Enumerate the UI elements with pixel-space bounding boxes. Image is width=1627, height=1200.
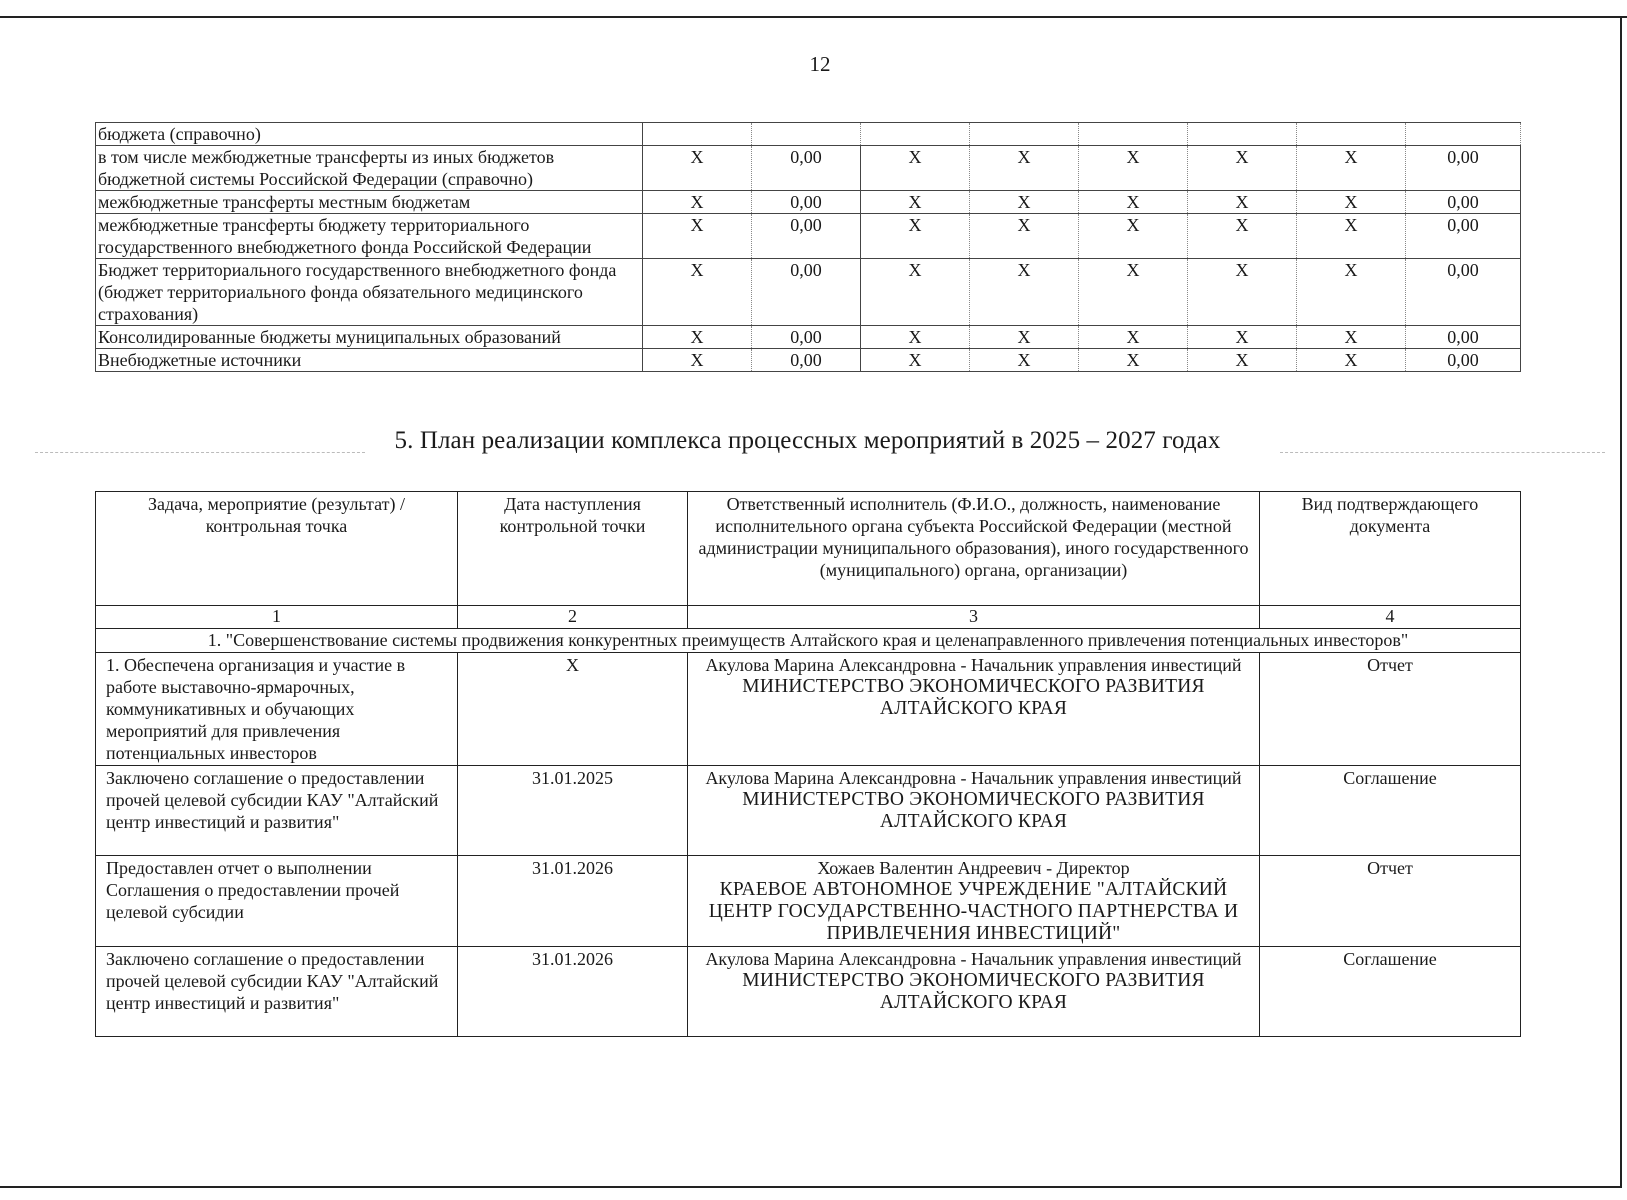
finance-cell bbox=[1188, 123, 1297, 146]
plan-responsible bbox=[688, 856, 1260, 947]
finance-cell: X bbox=[861, 146, 970, 191]
responsible-person: Акулова Марина Александровна - Начальник управления инвестиций bbox=[705, 655, 1242, 675]
finance-row-label: межбюджетные трансферты местным бюджетам bbox=[96, 191, 643, 214]
responsible-org: МИНИСТЕРСТВО ЭКОНОМИЧЕСКОГО РАЗВИТИЯ АЛТАЙСКОГО КРАЯ bbox=[742, 676, 1205, 719]
finance-row bbox=[96, 146, 1521, 191]
finance-cell: X bbox=[1079, 191, 1188, 214]
responsible-org: МИНИСТЕРСТВО ЭКОНОМИЧЕСКОГО РАЗВИТИЯ АЛТАЙСКОГО КРАЯ bbox=[742, 970, 1205, 1013]
finance-cell: X bbox=[1297, 214, 1406, 259]
finance-cell: 0,00 bbox=[752, 214, 861, 259]
task-row bbox=[96, 629, 1521, 653]
finance-cell: X bbox=[1079, 349, 1188, 372]
plan-item: Заключено соглашение о предоставлении прочей целевой субсидии КАУ "Алтайский центр инвестиций и развития" bbox=[96, 766, 458, 856]
responsible-org: КРАЕВОЕ АВТОНОМНОЕ УЧРЕЖДЕНИЕ "АЛТАЙСКИЙ ЦЕНТР ГОСУДАРСТВЕННО-ЧАСТНОГО ПАРТНЕРСТВА И ПРИВЛЕЧЕНИЯ ИНВЕСТИЦИЙ" bbox=[708, 879, 1239, 944]
finance-cell: X bbox=[970, 214, 1079, 259]
finance-row bbox=[96, 191, 1521, 214]
index-cell: 3 bbox=[688, 606, 1260, 629]
finance-cell: X bbox=[1079, 259, 1188, 326]
finance-row bbox=[96, 259, 1521, 326]
finance-cell: X bbox=[643, 259, 752, 326]
finance-row-label: бюджета (справочно) bbox=[96, 123, 643, 146]
finance-cell: X bbox=[1079, 326, 1188, 349]
finance-row-label: Бюджет территориального государственного внебюджетного фонда (бюджет территориального фонда обязательного медицинского страхования) bbox=[96, 259, 643, 326]
plan-item: Заключено соглашение о предоставлении прочей целевой субсидии КАУ "Алтайский центр инвестиций и развития" bbox=[96, 947, 458, 1037]
plan-index-row bbox=[96, 606, 1521, 629]
plan-row bbox=[96, 947, 1521, 1037]
finance-cell: X bbox=[861, 326, 970, 349]
finance-cell: X bbox=[1079, 146, 1188, 191]
finance-cell bbox=[643, 123, 752, 146]
finance-cell: X bbox=[1188, 191, 1297, 214]
finance-cell: 0,00 bbox=[752, 146, 861, 191]
plan-date: 31.01.2026 bbox=[458, 856, 688, 947]
header-date: Дата наступления контрольной точки bbox=[458, 492, 688, 606]
finance-cell: X bbox=[643, 214, 752, 259]
plan-responsible bbox=[688, 947, 1260, 1037]
finance-cell bbox=[752, 123, 861, 146]
finance-table-body bbox=[96, 123, 1521, 372]
finance-row-label: в том числе межбюджетные трансферты из иных бюджетов бюджетной системы Российской Федерации (справочно) bbox=[96, 146, 643, 191]
finance-cell bbox=[1297, 123, 1406, 146]
finance-row-label: Консолидированные бюджеты муниципальных образований bbox=[96, 326, 643, 349]
page-number: 12 bbox=[809, 52, 831, 76]
finance-row bbox=[96, 326, 1521, 349]
finance-cell: X bbox=[970, 191, 1079, 214]
plan-header-row bbox=[96, 492, 1521, 606]
finance-cell: X bbox=[643, 326, 752, 349]
task-title: 1. "Совершенствование системы продвижения конкурентных преимуществ Алтайского края и целенаправленного привлечения потенциальных инвесторов" bbox=[96, 629, 1521, 653]
finance-cell: X bbox=[861, 214, 970, 259]
plan-date: X bbox=[458, 653, 688, 766]
finance-cell: X bbox=[1297, 191, 1406, 214]
responsible-org: МИНИСТЕРСТВО ЭКОНОМИЧЕСКОГО РАЗВИТИЯ АЛТАЙСКОГО КРАЯ bbox=[742, 789, 1205, 832]
plan-document: Отчет bbox=[1260, 856, 1521, 947]
plan-document: Отчет bbox=[1260, 653, 1521, 766]
finance-cell: X bbox=[643, 349, 752, 372]
finance-row bbox=[96, 123, 1521, 146]
finance-cell: 0,00 bbox=[752, 349, 861, 372]
page-frame-right bbox=[1620, 16, 1622, 1188]
section-title: 5. План реализации комплекса процессных мероприятий в 2025 – 2027 годах bbox=[394, 427, 1221, 454]
finance-cell: X bbox=[970, 259, 1079, 326]
responsible-person: Акулова Марина Александровна - Начальник управления инвестиций bbox=[705, 768, 1242, 788]
plan-row bbox=[96, 653, 1521, 766]
responsible-person: Хожаев Валентин Андреевич - Директор bbox=[817, 858, 1130, 878]
plan-date: 31.01.2026 bbox=[458, 947, 688, 1037]
finance-cell: X bbox=[643, 146, 752, 191]
index-cell: 2 bbox=[458, 606, 688, 629]
finance-cell bbox=[970, 123, 1079, 146]
finance-cell bbox=[1079, 123, 1188, 146]
finance-cell: 0,00 bbox=[752, 191, 861, 214]
finance-table bbox=[95, 122, 1521, 372]
plan-table bbox=[95, 491, 1521, 1037]
plan-date: 31.01.2025 bbox=[458, 766, 688, 856]
plan-row bbox=[96, 856, 1521, 947]
finance-cell: X bbox=[1188, 259, 1297, 326]
finance-cell: X bbox=[1297, 349, 1406, 372]
finance-cell: 0,00 bbox=[1406, 259, 1521, 326]
finance-row-label: межбюджетные трансферты бюджету территориального государственного внебюджетного фонда Российской Федерации bbox=[96, 214, 643, 259]
finance-cell: 0,00 bbox=[1406, 326, 1521, 349]
finance-cell: 0,00 bbox=[752, 326, 861, 349]
finance-cell bbox=[861, 123, 970, 146]
header-responsible: Ответственный исполнитель (Ф.И.О., должность, наименование исполнительного органа субъекта Российской Федерации (местной администрации муниципального образования), иного государственного (муниципального) органа, организации) bbox=[688, 492, 1260, 606]
finance-cell: 0,00 bbox=[1406, 191, 1521, 214]
plan-document: Соглашение bbox=[1260, 766, 1521, 856]
finance-cell: 0,00 bbox=[1406, 146, 1521, 191]
finance-cell bbox=[1406, 123, 1521, 146]
finance-cell: 0,00 bbox=[1406, 349, 1521, 372]
page-frame-top bbox=[0, 16, 1627, 18]
finance-cell: X bbox=[1297, 146, 1406, 191]
finance-cell: X bbox=[861, 349, 970, 372]
finance-cell: X bbox=[1188, 214, 1297, 259]
header-document: Вид подтверждающего документа bbox=[1260, 492, 1521, 606]
plan-responsible bbox=[688, 766, 1260, 856]
finance-cell: X bbox=[1297, 259, 1406, 326]
finance-cell: X bbox=[1188, 349, 1297, 372]
finance-cell: X bbox=[970, 326, 1079, 349]
finance-cell: X bbox=[1079, 214, 1188, 259]
plan-document: Соглашение bbox=[1260, 947, 1521, 1037]
index-cell: 4 bbox=[1260, 606, 1521, 629]
finance-cell: X bbox=[1297, 326, 1406, 349]
finance-cell: X bbox=[1188, 326, 1297, 349]
index-cell: 1 bbox=[96, 606, 458, 629]
finance-cell: X bbox=[861, 259, 970, 326]
finance-cell: X bbox=[643, 191, 752, 214]
finance-row bbox=[96, 349, 1521, 372]
finance-row-label: Внебюджетные источники bbox=[96, 349, 643, 372]
finance-cell: X bbox=[970, 146, 1079, 191]
finance-cell: 0,00 bbox=[752, 259, 861, 326]
plan-item: Предоставлен отчет о выполнении Соглашения о предоставлении прочей целевой субсидии bbox=[96, 856, 458, 947]
responsible-person: Акулова Марина Александровна - Начальник управления инвестиций bbox=[705, 949, 1242, 969]
finance-cell: X bbox=[1188, 146, 1297, 191]
plan-item: 1. Обеспечена организация и участие в работе выставочно-ярмарочных, коммуникативных и обучающих мероприятий для привлечения потенциальных инвесторов bbox=[96, 653, 458, 766]
page-frame-bottom bbox=[0, 1186, 1622, 1188]
plan-row bbox=[96, 766, 1521, 856]
finance-row bbox=[96, 214, 1521, 259]
finance-cell: X bbox=[970, 349, 1079, 372]
finance-cell: 0,00 bbox=[1406, 214, 1521, 259]
header-task: Задача, мероприятие (результат) / контрольная точка bbox=[96, 492, 458, 606]
plan-responsible bbox=[688, 653, 1260, 766]
finance-cell: X bbox=[861, 191, 970, 214]
